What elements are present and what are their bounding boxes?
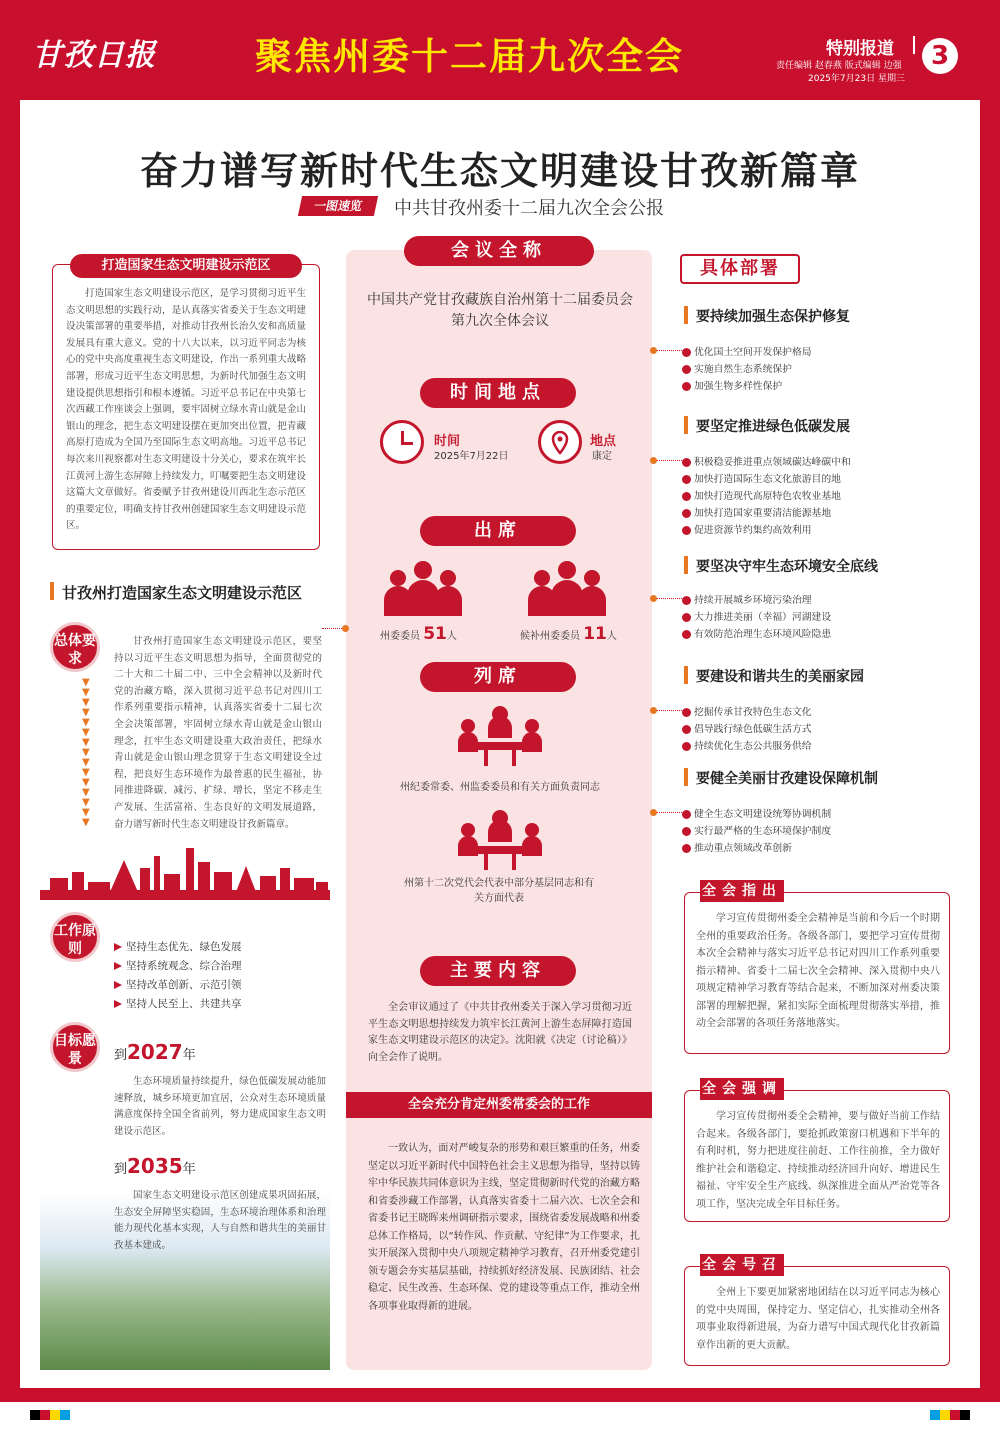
list-item: 实施自然生态系统保护 — [682, 361, 812, 378]
group-list — [682, 704, 812, 755]
group-list — [682, 454, 851, 539]
goal-2035-heading: 到2035年 — [114, 1154, 196, 1178]
list-item: 坚持生态优先、绿色发展 — [114, 938, 242, 957]
time-place-pill: 时间地点 — [420, 378, 576, 408]
connector-dot — [650, 457, 657, 464]
emphasis-title: 全会强调 — [700, 1078, 784, 1100]
people-group-icon — [380, 558, 466, 618]
list-item: 优化国土空间开发保护格局 — [682, 344, 812, 361]
group-marker — [684, 416, 688, 434]
newspaper-logo: 甘孜日报 — [32, 38, 156, 73]
list-item: 实行最严格的生态环境保护制度 — [682, 823, 831, 840]
group-heading: 要健全美丽甘孜建设保障机制 — [696, 771, 878, 787]
observers-group-1: 州纪委常委、州监委委员和有关方面负责同志 — [400, 782, 600, 793]
principles-list — [114, 938, 242, 1014]
goal-year: 2027 — [127, 1040, 183, 1064]
group-marker — [684, 666, 688, 684]
list-item: 挖掘传承甘孜特色生态文化 — [682, 704, 812, 721]
meeting-table-icon — [454, 704, 546, 768]
goal-2027-heading: 到2027年 — [114, 1040, 196, 1064]
group-heading: 要坚定推进绿色低碳发展 — [696, 419, 850, 435]
tag-badge: 一图速览 — [298, 196, 378, 216]
section-marker — [50, 582, 54, 600]
meeting-table-icon — [454, 808, 546, 872]
list-item: 坚持系统观念、综合治理 — [114, 957, 242, 976]
pointed-out-text: 学习宣传贯彻州委全会精神是当前和今后一个时期全州的重要政治任务。各级各部门，要把学习宣传贯彻本次全会精神与落实习近平总书记对四川工作系列重要指示精神、省委十二届七次全会精神、深入贯彻中央八项规定精神学习教育等结合起来，不断加深对州委决策部署的理解把握，紧扣实际全面梳理贯彻落实举措，推动全会部署的各项任务落地落实。 — [696, 913, 940, 1029]
connector-dot — [650, 809, 657, 816]
goal-year: 2035 — [127, 1154, 183, 1178]
list-item: 持续优化生态公共服务供给 — [682, 738, 812, 755]
group-marker — [684, 306, 688, 324]
intro-box-title: 打造国家生态文明建设示范区 — [70, 254, 302, 278]
list-item: 加快打造国家重要清洁能源基地 — [682, 505, 851, 522]
list-item: 推动重点领域改革创新 — [682, 840, 831, 857]
deployment-heading: 具体部署 — [680, 254, 800, 284]
list-item: 坚持改革创新、示范引领 — [114, 976, 242, 995]
time-value: 2025年7月22日 — [434, 451, 509, 462]
affirmation-banner: 全会充分肯定州委常委会的工作 — [346, 1092, 652, 1118]
frame-left — [0, 100, 20, 1400]
page-number: 3 — [922, 38, 958, 74]
issue-date: 2025年7月23日 星期三 — [808, 74, 905, 84]
group-marker — [684, 556, 688, 574]
alternate-member-count: 候补州委委员 11人 — [520, 624, 617, 644]
emphasis-text: 学习宣传贯彻州委全会精神，要与做好当前工作结合起来。各级各部门，要抢抓政策窗口机遇和下半年的有利时机，努力把进度往前赶、工作往前推，全力做好维护社会和谐稳定、持续推动经济回升向好、增进民生福祉、守牢安全生产底线、纵深推进全面从严治党等各项工作，坚决完成全年目标任务。 — [696, 1111, 940, 1210]
place-value: 康定 — [592, 451, 612, 462]
observers-group-2: 州第十二次党代会代表中部分基层同志和有关方面代表 — [404, 878, 594, 904]
list-item: 大力推进美丽（幸福）河湖建设 — [682, 609, 831, 626]
page-subtitle: 中共甘孜州委十二届九次全会公报 — [394, 198, 664, 219]
overall-text: 甘孜州打造国家生态文明建设示范区，要坚持以习近平生态文明思想为指导，全面贯彻党的二十大和二十届二中、三中全会精神以及新时代党的治藏方略，深入贯彻习近平总书记对四川工作系列重要指示精神，认真落实省委十二届七次全会决策部署，牢固树立绿水青山就是金山银山理念，扛牢生态文明建设重大政治责任，把绿水青山就是金山银山理念贯穿于生态文明建设全过程，把良好生态环境作为最普惠的民生福祉，协同推进降碳、减污、扩绿、增长，坚定不移走生产发展、生活富裕、生态良好的文明发展道路，奋力谱写新时代生态文明建设甘孜新篇章。 — [114, 636, 322, 830]
people-group-icon — [524, 558, 610, 618]
color-registration-strip — [30, 1410, 70, 1420]
list-item: 倡导践行绿色低碳生活方式 — [682, 721, 812, 738]
connector-dot — [650, 347, 657, 354]
list-item: 健全生态文明建设统筹协调机制 — [682, 806, 831, 823]
affirmation-text: 一致认为，面对严峻复杂的形势和艰巨繁重的任务，州委坚定以习近平新时代中国特色社会主义思想为指导，坚持以铸牢中华民族共同体意识为主线，坚定贯彻新时代党的治藏方略和省委涉藏工作部署，认真落实省委十二届六次、七次全会和省委书记王晓晖来州调研指示要求，围绕省委发展战略和州委总体工作格局，以“转作风、作贡献、守纪律”为工作要求，扎实开展深入贯彻中央八项规定精神学习教育，召开州委党建引领专题会夯实基层基础，持续抓好经济发展、民族团结、社会稳定、民生改善、生态环保、党的建设等重点工作，推动全州各项事业取得新的进展。 — [368, 1143, 640, 1312]
page-title: 奋力谱写新时代生态文明建设甘孜新篇章 — [139, 149, 860, 193]
section-heading: 甘孜州打造国家生态文明建设示范区 — [62, 584, 303, 602]
list-item: 积极稳妥推进重点领域碳达峰碳中和 — [682, 454, 851, 471]
city-skyline-illustration — [40, 838, 330, 902]
location-pin-icon — [538, 420, 582, 464]
list-item: 加强生物多样性保护 — [682, 378, 812, 395]
group-list — [682, 592, 831, 643]
member-count: 州委委员 51人 — [380, 624, 457, 644]
call-title: 全会号召 — [700, 1254, 784, 1276]
main-content-text: 全会审议通过了《中共甘孜州委关于深入学习贯彻习近平生态文明思想持续发力筑牢长江黄河上游生态屏障打造国家生态文明建设示范区的决定》。沈阳就《决定（讨论稿）》向全会作了说明。 — [368, 1002, 632, 1063]
connector-dot — [650, 595, 657, 602]
group-heading: 要持续加强生态保护修复 — [696, 309, 850, 325]
list-item: 持续开展城乡环境污染治理 — [682, 592, 831, 609]
meeting-name: 中国共产党甘孜藏族自治州第十二届委员会第九次全体会议 — [367, 292, 633, 329]
section-label: 特别报道 — [826, 39, 894, 59]
group-heading: 要建设和谐共生的美丽家园 — [696, 669, 864, 685]
list-item: 加快打造现代高原特色农牧业基地 — [682, 488, 851, 505]
list-item: 加快打造国际生态文化旅游目的地 — [682, 471, 851, 488]
time-label: 时间 — [434, 434, 461, 449]
observers-pill: 列席 — [420, 662, 576, 692]
group-list — [682, 344, 812, 395]
pointed-out-title: 全会指出 — [700, 880, 784, 902]
goal-2035-text: 国家生态文明建设示范区创建成果巩固拓展，生态安全屏障坚实稳固，生态环境治理体系和治理能力现代化基本实现，人与自然和谐共生的美丽甘孜基本建成。 — [114, 1190, 326, 1251]
editor-credits: 责任编辑 赵春燕 版式编辑 边强 — [776, 61, 902, 71]
call-text: 全州上下要更加紧密地团结在以习近平同志为核心的党中央周围，保持定力、坚定信心，扎实推动全州各项事业取得新进展，为奋力谱写中国式现代化甘孜新篇章作出新的更大贡献。 — [696, 1287, 940, 1351]
divider — [913, 36, 915, 54]
connector-dot — [650, 707, 657, 714]
place-label: 地点 — [590, 434, 617, 449]
main-content-pill: 主要内容 — [420, 956, 576, 986]
connector-dot — [342, 625, 349, 632]
goal-2027-text: 生态环境质量持续提升，绿色低碳发展动能加速释放，城乡环境更加宜居，公众对生态环境质量满意度保持全国全省前列，努力建成国家生态文明建设示范区。 — [114, 1076, 326, 1137]
frame-bottom — [0, 1388, 1000, 1402]
chevron-down-icon: ▼ ▼ ▼ ▼ ▼ ▼ ▼ ▼ ▼ ▼ ▼ ▼ ▼ ▼ ▼ — [82, 677, 90, 828]
group-heading: 要坚决守牢生态环境安全底线 — [696, 559, 878, 575]
overall-label: 总体要求 — [50, 622, 100, 672]
color-registration-strip — [930, 1410, 970, 1420]
frame-right — [980, 100, 1000, 1400]
principles-label: 工作原则 — [50, 912, 100, 962]
list-item: 坚持人民至上、共建共享 — [114, 995, 242, 1014]
meeting-name-pill: 会议全称 — [404, 236, 594, 266]
group-list — [682, 806, 831, 857]
goals-label: 目标愿景 — [50, 1022, 100, 1072]
list-item: 有效防范治理生态环境风险隐患 — [682, 626, 831, 643]
attendance-pill: 出席 — [420, 516, 576, 546]
topic-banner: 聚焦州委十二届九次全会 — [255, 35, 684, 78]
clock-icon — [380, 420, 424, 464]
list-item: 促进资源节约集约高效利用 — [682, 522, 851, 539]
intro-text: 打造国家生态文明建设示范区，是学习贯彻习近平生态文明思想的实践行动，是认真落实省委关于生态文明建设决策部署的重要举措，对推动甘孜州长治久安和高质量发展具有重大意义。党的十八大以来，以习近平同志为核心的党中央高度重视生态文明建设，作出一系列重大战略部署，形成习近平生态文明思想，为新时代加强生态文明建设提供思想指引和根本遵循。习近平总书记在中央第七次西藏工作座谈会上强调，要牢固树立绿水青山就是金山银山的理念，把生态文明建设摆在更加突出位置，把青藏高原打造成为全国乃至国际生态文明高地。习近平总书记每次来川视察都对生态文明建设十分关心，要求在筑牢长江黄河上游生态屏障上持续发力，叮嘱要把生态文明建设这篇大文章做好。省委赋予甘孜州建设川西北生态示范区的重要定位，明确支持甘孜州创建国家生态文明建设示范区。 — [66, 288, 306, 532]
group-marker — [684, 768, 688, 786]
